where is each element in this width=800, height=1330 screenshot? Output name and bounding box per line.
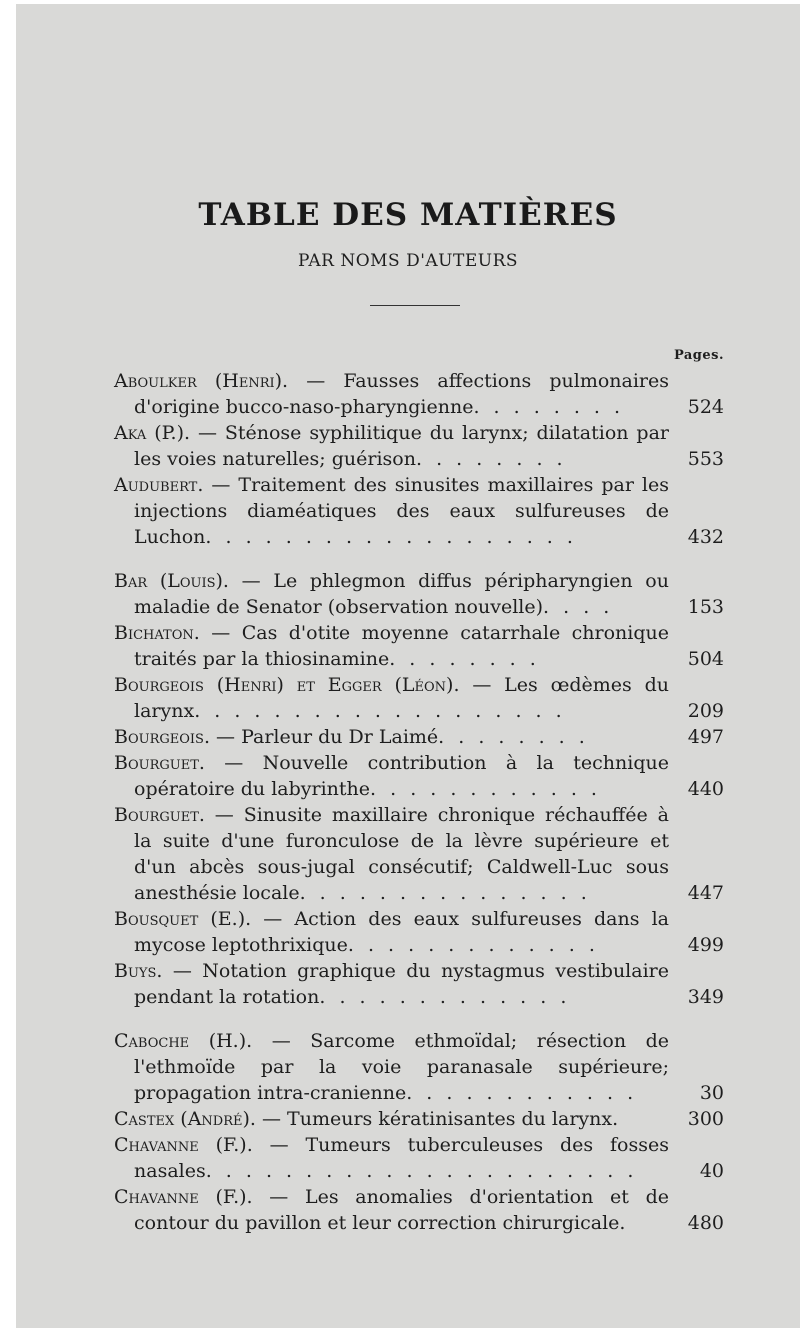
- entry-leader: . . . . . . . . . . . .: [370, 778, 601, 800]
- entry-page: 209: [687, 700, 724, 722]
- entry-page: 504: [687, 648, 724, 670]
- entry-title: — Les anomalies d'orientation et de contour du pavillon et leur correction chirurgicale.: [134, 1186, 669, 1234]
- entry-author: Bichaton.: [114, 622, 200, 644]
- entry-title: — Parleur du Dr Laimé: [209, 726, 439, 748]
- entry-author: Buys.: [114, 960, 163, 982]
- entry-leader: . . . . . . . .: [438, 726, 589, 748]
- entry-author: Bourguet.: [114, 752, 205, 774]
- entry-leader: . . . . . . . . . . . . . . . . . . . . . .: [205, 1160, 638, 1182]
- pages-column-header: Pages.: [673, 348, 724, 363]
- entry-leader: . . . . . . . .: [389, 648, 540, 670]
- entry-author: Bousquet (E.).: [114, 908, 252, 930]
- entry-author: Chavanne (F.).: [114, 1134, 253, 1156]
- entry-page: 440: [687, 778, 724, 800]
- toc-entry: [114, 750, 724, 802]
- entry-title: — Sinusite maxillaire chronique réchauffée à la suite d'une furonculose de la lèvre supérieure et d'un abcès sous-jugal consécutif; Caldwell-Luc sous anesthésie locale: [134, 804, 669, 904]
- entry-author: Caboche (H.).: [114, 1030, 253, 1052]
- entry-author: Bar (Louis).: [114, 570, 229, 592]
- entry-title: — Le phlegmon diffus péripharyngien ou maladie de Senator (observation nouvelle): [134, 570, 669, 618]
- entry-leader: . . . . . . . .: [473, 396, 625, 418]
- title-rule: [370, 305, 460, 306]
- table-of-contents: [114, 368, 724, 1236]
- entry-title: — Fausses affections pulmonaires d'origine bucco-naso-pharyngienne: [134, 370, 669, 418]
- entry-leader: . . . . . . . .: [415, 448, 567, 470]
- entry-page: 40: [699, 1160, 724, 1182]
- entry-page: 499: [687, 934, 724, 956]
- entry-leader: . . . . . . . . . . . . . . .: [299, 882, 591, 904]
- entry-page: 497: [687, 726, 724, 748]
- entry-title: — Notation graphique du nystagmus vestibulaire pendant la rotation: [134, 960, 669, 1008]
- toc-entry: [114, 368, 724, 420]
- toc-entry: [114, 1028, 724, 1106]
- entry-leader: . . . . . . . . . . . . . . . . . . .: [194, 700, 566, 722]
- entry-page: 153: [687, 596, 724, 618]
- entry-title: — Traitement des sinusites maxillaires par les injections diaméatiques des eaux sulfureuses de Luchon: [134, 474, 669, 548]
- entry-author: Aboulker (Henri).: [114, 370, 289, 392]
- entry-leader: . . . .: [543, 596, 614, 618]
- toc-entry: [114, 672, 724, 724]
- entry-page: 432: [687, 526, 724, 548]
- entry-author: Chavanne (F.).: [114, 1186, 253, 1208]
- entry-author: Audubert.: [114, 474, 204, 496]
- entry-author: Castex (André).: [114, 1108, 256, 1130]
- page-title: TABLE DES MATIÈRES: [198, 197, 618, 233]
- entry-title: — Sténose syphilitique du larynx; dilatation par les voies naturelles; guérison: [134, 422, 669, 470]
- entry-page: 30: [699, 1082, 724, 1104]
- letter-group-gap: [114, 550, 724, 568]
- entry-leader: . . . . . . . . . . . . .: [347, 934, 599, 956]
- entry-author: Bourgeois (Henri) et Egger (Léon).: [114, 674, 460, 696]
- entry-page: 553: [687, 448, 724, 470]
- entry-leader: . . . . . . . . . . . .: [406, 1082, 638, 1104]
- entry-page: 480: [687, 1212, 724, 1234]
- book-page: [16, 4, 800, 1328]
- toc-entry: [114, 724, 724, 750]
- entry-page: 349: [687, 986, 724, 1008]
- toc-entry: [114, 620, 724, 672]
- entry-title: — Tumeurs tuberculeuses des fosses nasales: [134, 1134, 669, 1182]
- toc-entry: [114, 1106, 724, 1132]
- entry-title: — Les œdèmes du larynx: [134, 674, 669, 722]
- toc-entry: [114, 958, 724, 1010]
- letter-group-gap: [114, 1010, 724, 1028]
- entry-title: — Cas d'otite moyenne catarrhale chronique traités par la thiosinamine: [134, 622, 669, 670]
- page-subtitle: PAR NOMS D'AUTEURS: [297, 251, 519, 271]
- entry-page: 524: [687, 396, 724, 418]
- entry-title: — Tumeurs kératinisantes du larynx.: [255, 1108, 619, 1130]
- entry-author: Bourgeois.: [114, 726, 210, 748]
- toc-entry: [114, 1132, 724, 1184]
- entry-leader: . . . . . . . . . . . . .: [319, 986, 571, 1008]
- toc-entry: [114, 420, 724, 472]
- entry-title: — Action des eaux sulfureuses dans la mycose leptothrixique: [134, 908, 669, 956]
- toc-entry: [114, 802, 724, 906]
- entry-author: Bourguet.: [114, 804, 205, 826]
- toc-entry: [114, 906, 724, 958]
- entry-author: Aka (P.).: [114, 422, 191, 444]
- entry-leader: . . . . . . . . . . . . . . . . . . .: [205, 526, 577, 548]
- toc-entry: [114, 472, 724, 550]
- entry-title: — Nouvelle contribution à la technique opératoire du labyrinthe: [134, 752, 669, 800]
- entry-title: — Sarcome ethmoïdal; résection de l'ethmoïde par la voie paranasale supérieure; propagation intra-cranienne: [134, 1030, 669, 1104]
- toc-entry: [114, 568, 724, 620]
- entry-page: 447: [687, 882, 724, 904]
- entry-page: 300: [687, 1108, 724, 1130]
- toc-entry: [114, 1184, 724, 1236]
